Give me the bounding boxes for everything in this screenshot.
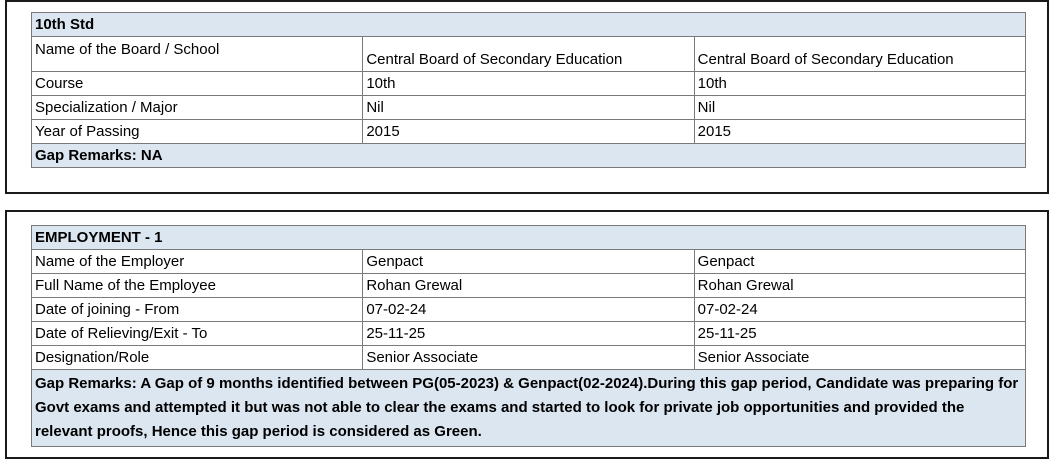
table-row (32, 37, 1026, 72)
field-value-reported: 10th (363, 72, 694, 96)
field-value-reported: Genpact (363, 250, 694, 274)
field-value-verified: 10th (694, 72, 1025, 96)
field-value-verified: Rohan Grewal (694, 274, 1025, 298)
table-row (32, 120, 1026, 144)
employment-1-panel (5, 210, 1049, 459)
field-label: Year of Passing (32, 120, 363, 144)
field-label: Specialization / Major (32, 96, 363, 120)
section-heading-row (32, 226, 1026, 250)
education-10th-table (31, 12, 1026, 168)
employment-1-table (31, 225, 1026, 447)
field-value-reported: 2015 (363, 120, 694, 144)
field-label: Date of Relieving/Exit - To (32, 322, 363, 346)
field-label: Name of the Employer (32, 250, 363, 274)
field-value-reported: Central Board of Secondary Education (363, 37, 694, 72)
field-value-reported: Nil (363, 96, 694, 120)
field-value-reported: 07-02-24 (363, 298, 694, 322)
field-label: Name of the Board / School (32, 37, 363, 72)
table-row (32, 72, 1026, 96)
field-value-verified: Senior Associate (694, 346, 1025, 370)
field-value-verified: Genpact (694, 250, 1025, 274)
field-label: Course (32, 72, 363, 96)
section-heading: 10th Std (32, 13, 1026, 37)
field-value-reported: Rohan Grewal (363, 274, 694, 298)
field-value-verified: 2015 (694, 120, 1025, 144)
field-value-verified: 07-02-24 (694, 298, 1025, 322)
section-heading-row (32, 13, 1026, 37)
table-row (32, 322, 1026, 346)
field-value-reported: 25-11-25 (363, 322, 694, 346)
field-value-verified: Central Board of Secondary Education (694, 37, 1025, 72)
table-row (32, 96, 1026, 120)
gap-remarks-row (32, 370, 1026, 447)
table-row (32, 298, 1026, 322)
field-value-reported: Senior Associate (363, 346, 694, 370)
gap-remarks: Gap Remarks: NA (32, 144, 1026, 168)
field-value-verified: Nil (694, 96, 1025, 120)
table-row (32, 250, 1026, 274)
section-heading: EMPLOYMENT - 1 (32, 226, 1026, 250)
gap-remarks-row (32, 144, 1026, 168)
field-label: Designation/Role (32, 346, 363, 370)
field-value-verified: 25-11-25 (694, 322, 1025, 346)
gap-remarks: Gap Remarks: A Gap of 9 months identified between PG(05-2023) & Genpact(02-2024).During this gap period, Candidate was preparing for Govt exams and attempted it but was not able to clear the exams and started to look for private job opportunities and provided the relevant proofs, Hence this gap period is considered as Green. (32, 370, 1026, 447)
table-row (32, 274, 1026, 298)
table-row (32, 346, 1026, 370)
education-10th-panel (5, 0, 1049, 194)
field-label: Full Name of the Employee (32, 274, 363, 298)
field-label: Date of joining - From (32, 298, 363, 322)
